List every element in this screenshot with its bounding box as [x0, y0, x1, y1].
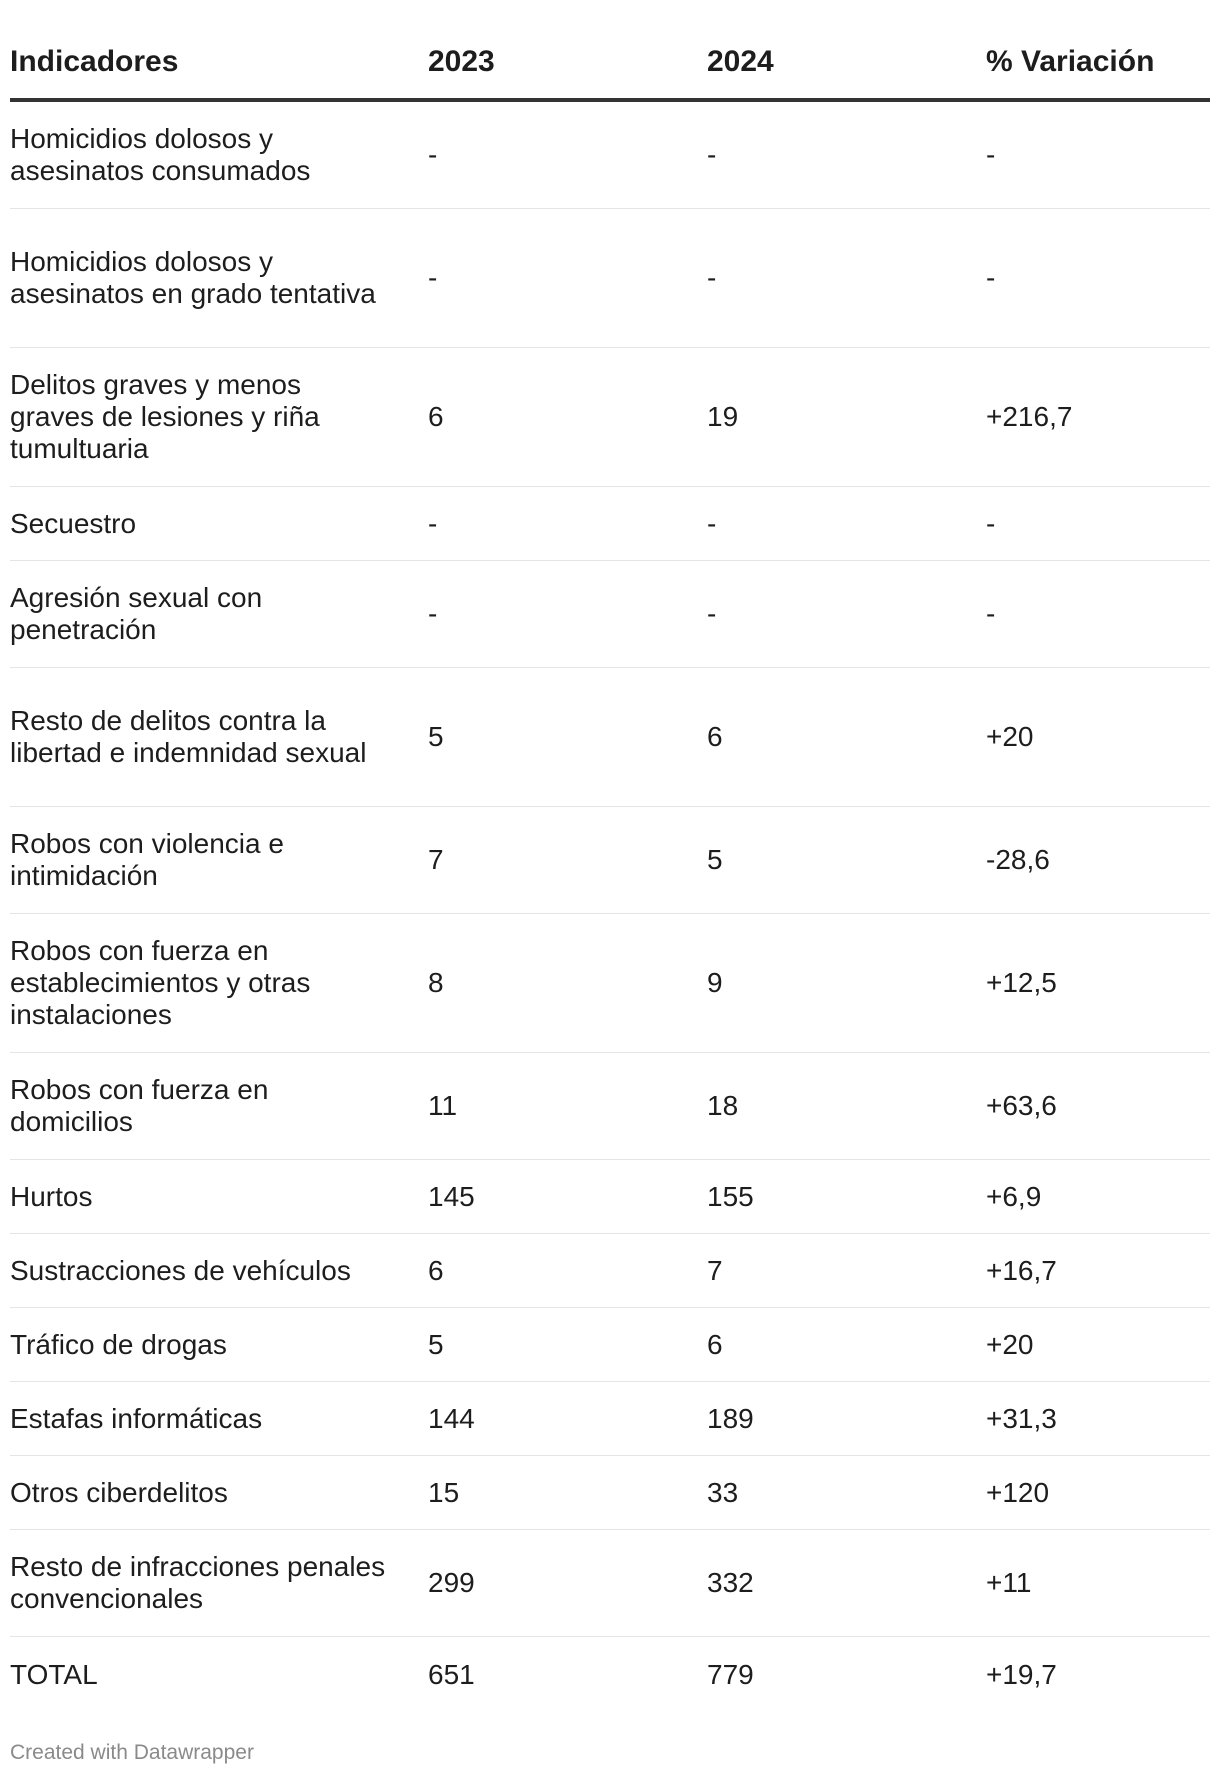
value-2023-cell: 6: [428, 348, 707, 487]
value-2023-cell: 5: [428, 668, 707, 807]
table-row: [10, 1456, 1210, 1530]
column-header-indicadores: Indicadores: [10, 26, 428, 100]
table-row: [10, 1160, 1210, 1234]
variation-cell: +63,6: [986, 1053, 1210, 1160]
table-row: [10, 100, 1210, 209]
variation-cell: +31,3: [986, 1382, 1210, 1456]
value-2024-cell: -: [707, 561, 986, 668]
variation-cell: +120: [986, 1456, 1210, 1530]
value-2024-cell: 7: [707, 1234, 986, 1308]
value-2023-cell: -: [428, 561, 707, 668]
table-row: [10, 1382, 1210, 1456]
indicator-cell: Otros ciberdelitos: [10, 1456, 428, 1530]
indicator-cell: Resto de delitos contra la libertad e indemnidad sexual: [10, 668, 428, 807]
indicator-cell: Delitos graves y menos graves de lesiones y riña tumultuaria: [10, 348, 428, 487]
indicator-cell: Hurtos: [10, 1160, 428, 1234]
value-2024-cell: 155: [707, 1160, 986, 1234]
value-2024-cell: 332: [707, 1530, 986, 1637]
crime-statistics-table: [10, 26, 1210, 1713]
value-2023-cell: 15: [428, 1456, 707, 1530]
indicator-cell: TOTAL: [10, 1659, 98, 1690]
value-2024-cell: -: [707, 209, 986, 348]
indicator-cell: Secuestro: [10, 487, 428, 561]
table-row: [10, 487, 1210, 561]
column-header-variacion: % Variación: [986, 26, 1210, 100]
table-row-total: [10, 1637, 1210, 1714]
variation-cell: +11: [986, 1530, 1210, 1637]
value-2023-cell: 8: [428, 914, 707, 1053]
column-header-2024: 2024: [707, 26, 986, 100]
value-2023-cell: 11: [428, 1053, 707, 1160]
variation-cell: +12,5: [986, 914, 1210, 1053]
table-row: [10, 209, 1210, 348]
indicator-cell: Resto de infracciones penales convencionales: [10, 1530, 428, 1637]
variation-cell: -: [986, 561, 1210, 668]
value-2023-cell: 144: [428, 1382, 707, 1456]
value-2024-cell: 33: [707, 1456, 986, 1530]
indicator-cell: Estafas informáticas: [10, 1382, 428, 1456]
variation-cell: +19,7: [986, 1659, 1057, 1690]
variation-cell: -: [986, 100, 1210, 209]
indicator-cell: Robos con violencia e intimidación: [10, 807, 428, 914]
value-2023-cell: 5: [428, 1308, 707, 1382]
table-row: [10, 914, 1210, 1053]
value-2023-cell: 7: [428, 807, 707, 914]
value-2024-cell: 5: [707, 807, 986, 914]
value-2024-cell: 19: [707, 348, 986, 487]
table-row: [10, 1234, 1210, 1308]
table-row: [10, 1530, 1210, 1637]
column-header-2023: 2023: [428, 26, 707, 100]
value-2024-cell: 6: [707, 668, 986, 807]
variation-cell: +216,7: [986, 348, 1210, 487]
value-2023-cell: 6: [428, 1234, 707, 1308]
variation-cell: -: [986, 209, 1210, 348]
table-row: [10, 668, 1210, 807]
variation-cell: +6,9: [986, 1160, 1210, 1234]
value-2023-cell: -: [428, 209, 707, 348]
variation-cell: +20: [986, 1308, 1210, 1382]
variation-cell: +20: [986, 668, 1210, 807]
table-row: [10, 1308, 1210, 1382]
indicator-cell: Homicidios dolosos y asesinatos en grado tentativa: [10, 209, 428, 348]
value-2023-cell: -: [428, 487, 707, 561]
value-2023-cell: 145: [428, 1160, 707, 1234]
value-2023-cell: -: [428, 100, 707, 209]
value-2023-cell: 651: [428, 1659, 475, 1690]
indicator-cell: Homicidios dolosos y asesinatos consumados: [10, 100, 428, 209]
value-2024-cell: -: [707, 487, 986, 561]
value-2024-cell: 779: [707, 1659, 754, 1690]
header-row: [10, 26, 1210, 100]
value-2024-cell: 189: [707, 1382, 986, 1456]
table-row: [10, 348, 1210, 487]
table-row: [10, 1053, 1210, 1160]
indicator-cell: Robos con fuerza en domicilios: [10, 1053, 428, 1160]
indicator-cell: Agresión sexual con penetración: [10, 561, 428, 668]
table-row: [10, 561, 1210, 668]
indicator-cell: Robos con fuerza en establecimientos y otras instalaciones: [10, 914, 428, 1053]
table-row: [10, 807, 1210, 914]
variation-cell: -28,6: [986, 807, 1210, 914]
value-2024-cell: -: [707, 100, 986, 209]
value-2024-cell: 6: [707, 1308, 986, 1382]
value-2024-cell: 9: [707, 914, 986, 1053]
value-2024-cell: 18: [707, 1053, 986, 1160]
value-2023-cell: 299: [428, 1530, 707, 1637]
datawrapper-credit: Created with Datawrapper: [10, 1741, 254, 1764]
table-header: [10, 26, 1210, 100]
indicator-cell: Tráfico de drogas: [10, 1308, 428, 1382]
variation-cell: +16,7: [986, 1234, 1210, 1308]
variation-cell: -: [986, 487, 1210, 561]
table-body: [10, 100, 1210, 1713]
indicator-cell: Sustracciones de vehículos: [10, 1234, 428, 1308]
